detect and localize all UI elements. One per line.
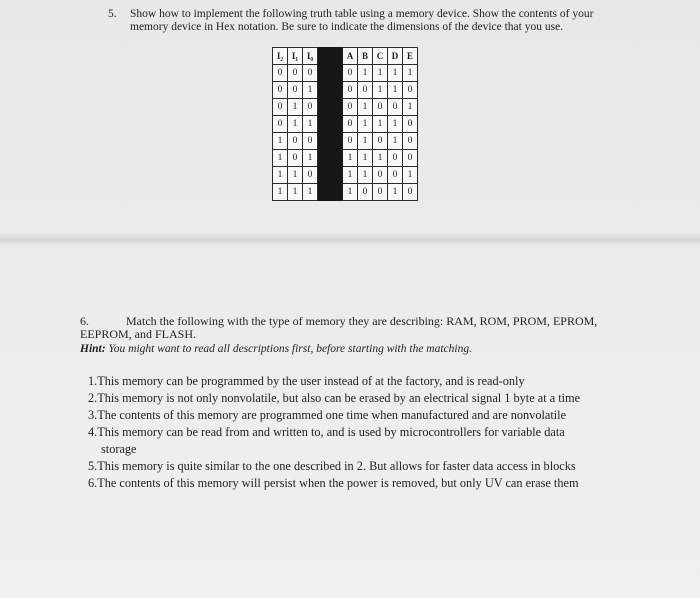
output-cell: 1 bbox=[388, 65, 403, 82]
item-text: 5.This memory is quite similar to the one described in 2. But allows for faster data access in blocks bbox=[88, 459, 576, 473]
output-cell: 0 bbox=[343, 99, 358, 116]
truth-table bbox=[272, 47, 418, 201]
list-item bbox=[88, 373, 658, 390]
question-6-line1: Match the following with the type of memory they are describing: RAM, ROM, PROM, EPROM, bbox=[126, 314, 598, 328]
output-header: B bbox=[358, 48, 373, 65]
input-cell: 1 bbox=[288, 184, 303, 201]
output-cell: 0 bbox=[358, 184, 373, 201]
truth-table-row bbox=[273, 99, 418, 116]
input-cell: 0 bbox=[273, 116, 288, 133]
output-header: A bbox=[343, 48, 358, 65]
question-5-line2: memory device in Hex notation. Be sure to indicate the dimensions of the device that you use. bbox=[130, 21, 564, 33]
input-cell: 0 bbox=[303, 99, 318, 116]
output-cell: 1 bbox=[343, 167, 358, 184]
list-item bbox=[88, 424, 658, 458]
input-cell: 1 bbox=[273, 133, 288, 150]
input-header: I₁ bbox=[288, 48, 303, 65]
table-separator bbox=[318, 150, 343, 167]
item-text: 2.This memory is not only nonvolatile, but also can be erased by an electrical signal 1 byte at a time bbox=[88, 391, 581, 405]
output-cell: 1 bbox=[388, 184, 403, 201]
output-cell: 1 bbox=[358, 133, 373, 150]
input-header: I₂ bbox=[273, 48, 288, 65]
input-cell: 0 bbox=[303, 167, 318, 184]
output-cell: 1 bbox=[358, 99, 373, 116]
input-cell: 1 bbox=[273, 150, 288, 167]
output-cell: 1 bbox=[358, 150, 373, 167]
output-cell: 1 bbox=[373, 82, 388, 99]
item-text: 1.This memory can be programmed by the user instead of at the factory, and is read-only bbox=[88, 374, 525, 388]
output-cell: 0 bbox=[388, 167, 403, 184]
output-header: C bbox=[373, 48, 388, 65]
input-cell: 1 bbox=[303, 184, 318, 201]
list-item bbox=[88, 407, 658, 424]
truth-table-row bbox=[273, 184, 418, 201]
output-cell: 1 bbox=[373, 150, 388, 167]
output-cell: 0 bbox=[373, 133, 388, 150]
paper-fold bbox=[0, 232, 700, 246]
truth-table-row bbox=[273, 133, 418, 150]
input-cell: 1 bbox=[273, 167, 288, 184]
question-6-line2: EEPROM, and FLASH. bbox=[80, 327, 197, 341]
output-cell: 0 bbox=[343, 65, 358, 82]
input-cell: 1 bbox=[273, 184, 288, 201]
output-cell: 1 bbox=[343, 150, 358, 167]
list-item bbox=[88, 458, 658, 475]
table-separator bbox=[318, 133, 343, 150]
output-cell: 1 bbox=[403, 99, 418, 116]
item-text-continued: storage bbox=[101, 442, 137, 456]
truth-table-row bbox=[273, 116, 418, 133]
truth-table-header-row bbox=[273, 48, 418, 65]
output-cell: 0 bbox=[403, 116, 418, 133]
input-cell: 1 bbox=[288, 99, 303, 116]
input-cell: 0 bbox=[288, 82, 303, 99]
table-separator bbox=[318, 116, 343, 133]
question-6-number: 6. bbox=[80, 314, 89, 328]
input-cell: 0 bbox=[303, 133, 318, 150]
input-cell: 0 bbox=[273, 65, 288, 82]
output-cell: 1 bbox=[358, 65, 373, 82]
output-cell: 1 bbox=[388, 82, 403, 99]
input-cell: 1 bbox=[303, 116, 318, 133]
input-cell: 1 bbox=[288, 167, 303, 184]
input-cell: 0 bbox=[288, 133, 303, 150]
output-cell: 0 bbox=[373, 99, 388, 116]
question-5-number: 5. bbox=[108, 8, 117, 20]
output-cell: 0 bbox=[403, 133, 418, 150]
truth-table-row bbox=[273, 82, 418, 99]
truth-table-row bbox=[273, 167, 418, 184]
table-separator bbox=[318, 167, 343, 184]
table-separator bbox=[318, 184, 343, 201]
output-cell: 1 bbox=[403, 65, 418, 82]
question-6 bbox=[80, 315, 640, 341]
output-cell: 0 bbox=[343, 133, 358, 150]
input-cell: 1 bbox=[303, 150, 318, 167]
output-cell: 0 bbox=[373, 184, 388, 201]
table-separator bbox=[318, 99, 343, 116]
output-cell: 0 bbox=[403, 184, 418, 201]
output-cell: 0 bbox=[343, 82, 358, 99]
truth-table-row bbox=[273, 65, 418, 82]
input-header: I₀ bbox=[303, 48, 318, 65]
output-cell: 1 bbox=[388, 133, 403, 150]
input-cell: 1 bbox=[288, 116, 303, 133]
hint-label: Hint: bbox=[80, 343, 106, 355]
input-cell: 0 bbox=[273, 82, 288, 99]
output-cell: 1 bbox=[358, 116, 373, 133]
hint-text: You might want to read all descriptions first, before starting with the matching. bbox=[108, 343, 472, 355]
item-text: 6.The contents of this memory will persist when the power is removed, but only UV can erase them bbox=[88, 476, 579, 490]
output-cell: 1 bbox=[343, 184, 358, 201]
output-cell: 1 bbox=[373, 65, 388, 82]
item-text: 3.The contents of this memory are programmed one time when manufactured and are nonvolatile bbox=[88, 408, 567, 422]
item-text: 4.This memory can be read from and written to, and is used by microcontrollers for variable data bbox=[88, 425, 565, 439]
hint bbox=[80, 343, 472, 355]
table-separator bbox=[318, 48, 343, 65]
input-cell: 0 bbox=[288, 150, 303, 167]
input-cell: 0 bbox=[273, 99, 288, 116]
table-separator bbox=[318, 82, 343, 99]
output-cell: 0 bbox=[403, 82, 418, 99]
input-cell: 0 bbox=[288, 65, 303, 82]
output-cell: 1 bbox=[358, 167, 373, 184]
output-cell: 0 bbox=[373, 167, 388, 184]
output-cell: 0 bbox=[403, 150, 418, 167]
question-5-line1: Show how to implement the following truth table using a memory device. Show the contents of your bbox=[130, 8, 594, 20]
input-cell: 0 bbox=[303, 65, 318, 82]
output-cell: 0 bbox=[388, 99, 403, 116]
question-5 bbox=[108, 8, 668, 34]
description-list bbox=[88, 373, 658, 492]
list-item bbox=[88, 390, 658, 407]
output-cell: 1 bbox=[373, 116, 388, 133]
output-cell: 0 bbox=[343, 116, 358, 133]
output-cell: 0 bbox=[358, 82, 373, 99]
truth-table-row bbox=[273, 150, 418, 167]
output-cell: 1 bbox=[403, 167, 418, 184]
output-cell: 0 bbox=[388, 150, 403, 167]
output-cell: 1 bbox=[388, 116, 403, 133]
input-cell: 1 bbox=[303, 82, 318, 99]
output-header: E bbox=[403, 48, 418, 65]
list-item bbox=[88, 475, 658, 492]
output-header: D bbox=[388, 48, 403, 65]
table-separator bbox=[318, 65, 343, 82]
